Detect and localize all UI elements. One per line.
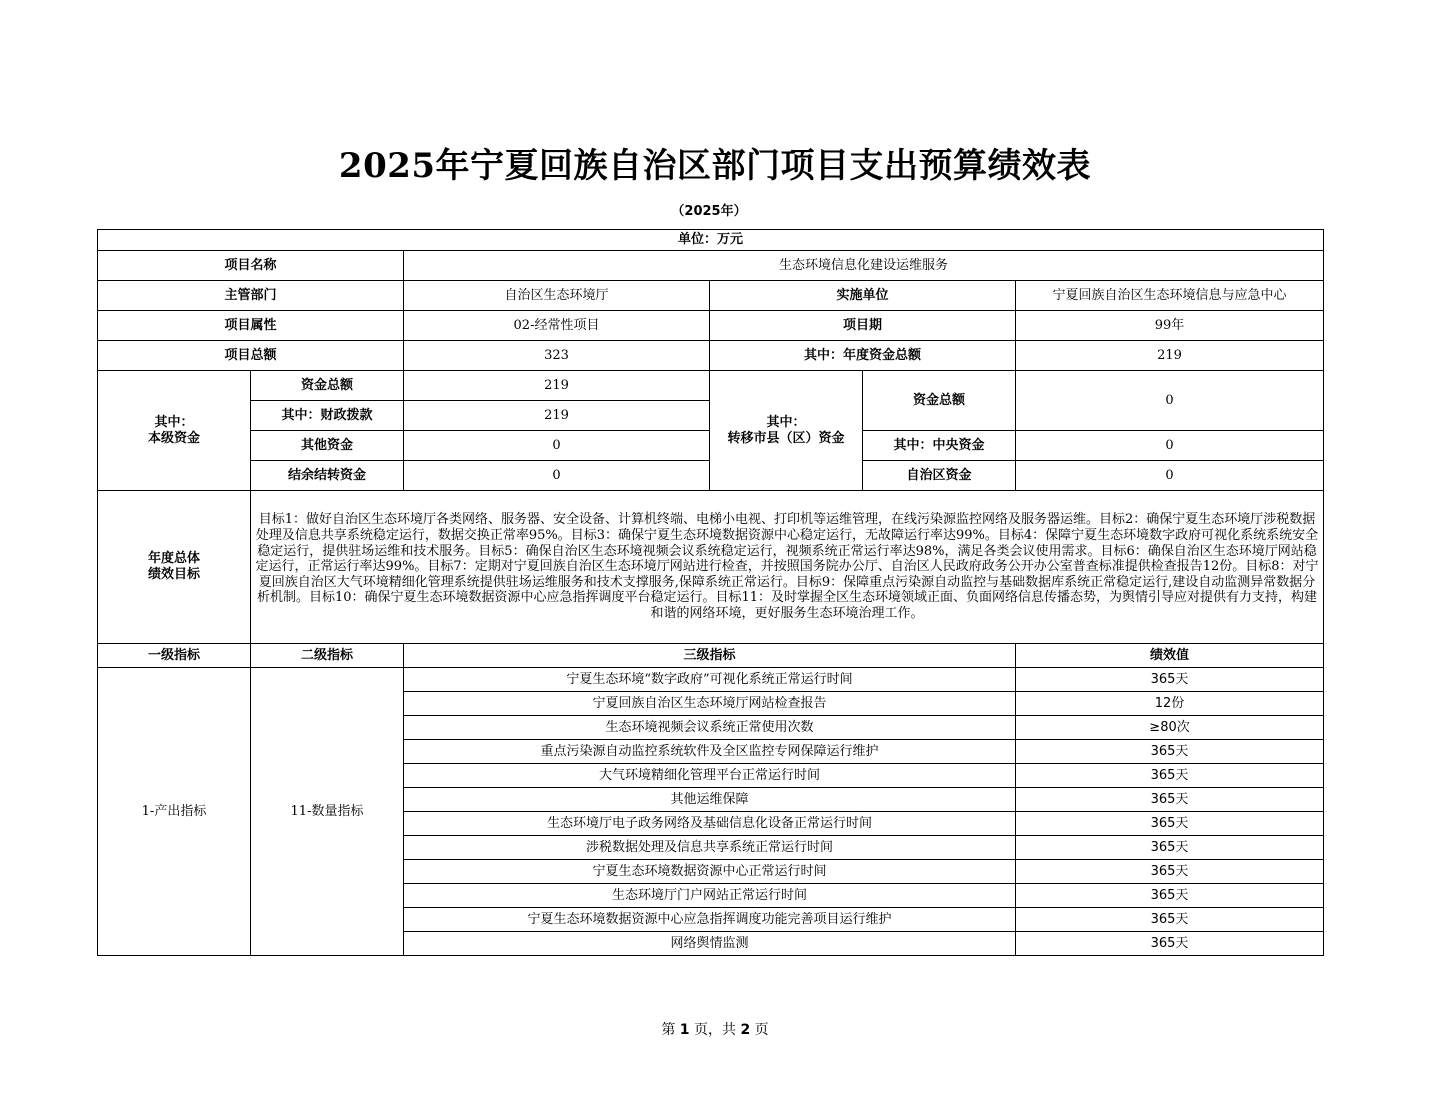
dept-label: 主管部门 [98, 281, 404, 311]
goal-label [98, 491, 251, 644]
footer-prefix: 第 [661, 1022, 676, 1038]
indicator-name: 生态环境厅电子政务网络及基础信息化设备正常运行时间 [404, 812, 1016, 836]
indicator-name: 其他运维保障 [404, 788, 1016, 812]
transfer-central-label: 其中：中央资金 [863, 431, 1016, 461]
indicator-value: 365天 [1016, 764, 1324, 788]
indicator-value: 365天 [1016, 932, 1324, 956]
indicator-name: 宁夏生态环境数据资源中心正常运行时间 [404, 860, 1016, 884]
header-level1: 一级指标 [98, 644, 251, 668]
indicator-name: 生态环境视频会议系统正常使用次数 [404, 716, 1016, 740]
indicator-value: 365天 [1016, 668, 1324, 692]
total-label: 项目总额 [98, 341, 404, 371]
project-name-value: 生态环境信息化建设运维服务 [404, 251, 1324, 281]
indicator-value: 365天 [1016, 836, 1324, 860]
dept-value: 自治区生态环境厅 [404, 281, 710, 311]
footer-middle: 页，共 [694, 1022, 736, 1038]
local-carry-label: 结余结转资金 [251, 461, 404, 491]
goal-label-2: 绩效目标 [147, 567, 200, 582]
local-funds-label-2: 本级资金 [147, 430, 200, 446]
project-name-label: 项目名称 [98, 251, 404, 281]
period-label: 项目期 [710, 311, 1016, 341]
local-total-value: 219 [404, 371, 710, 401]
indicator-name: 网络舆情监测 [404, 932, 1016, 956]
footer-page-number: 1 [679, 1022, 690, 1038]
annual-value: 219 [1016, 341, 1324, 371]
indicator-level1: 1-产出指标 [98, 668, 251, 956]
impl-label: 实施单位 [710, 281, 1016, 311]
indicator-name: 涉税数据处理及信息共享系统正常运行时间 [404, 836, 1016, 860]
transfer-central-value: 0 [1016, 431, 1324, 461]
transfer-region-label: 自治区资金 [863, 461, 1016, 491]
indicator-name: 生态环境厅门户网站正常运行时间 [404, 884, 1016, 908]
transfer-region-value: 0 [1016, 461, 1324, 491]
attr-value: 02-经常性项目 [404, 311, 710, 341]
local-funds-label-1: 其中： [154, 414, 194, 430]
indicator-name: 宁夏生态环境数据资源中心应急指挥调度功能完善项目运行维护 [404, 908, 1016, 932]
indicator-value: 365天 [1016, 884, 1324, 908]
transfer-funds-group [710, 371, 863, 491]
local-fiscal-label: 其中：财政拨款 [251, 401, 404, 431]
unit-label: 单位：万元 [98, 230, 1324, 251]
indicator-value: 365天 [1016, 860, 1324, 884]
goal-text: 目标1：做好自治区生态环境厅各类网络、服务器、安全设备、计算机终端、电梯小电视、打印机等运维管理，在线污染源监控网络及服务器运维。目标2：确保宁夏生态环境厅涉税数据处理及信息共享系统稳定运行，数据交换正常率95%。目标3：确保宁夏生态环境数据资源中心稳定运行，无故障运行率达99%。目标4：保障宁夏生态环境数字政府可视化系统系统安全稳定运行，提供驻场运维和技术服务。目标5：确保自治区生态环境视频会议系统稳定运行，视频系统正常运行率达98%，满足各类会议使用需求。目标6：确保自治区生态环境厅网站稳定运行，正常运行率达99%。目标7：定期对宁夏回族自治区生态环境厅网站进行检查，并按照国务院办公厅、自治区人民政府政务公开办公室普查标准提供检查报告12份。目标8：对宁夏回族自治区大气环境精细化管理系统提供驻场运维服务和技术支撑服务,保障系统正常运行。目标9：保障重点污染源自动监控与基础数据库系统正常稳定运行,建设自动监测异常数据分析机制。目标10：确保宁夏生态环境数据资源中心应急指挥调度平台稳定运行。目标11：及时掌握全区生态环境领域正面、负面网络信息传播态势，为舆情引导应对提供有力支持，构建和谐的网络环境，更好服务生态环境治理工作。 [251, 491, 1324, 644]
header-level3: 三级指标 [404, 644, 1016, 668]
budget-performance-table [97, 229, 1324, 956]
transfer-total-label: 资金总额 [863, 371, 1016, 431]
indicator-value: 365天 [1016, 908, 1324, 932]
goal-label-1: 年度总体 [147, 551, 200, 567]
total-value: 323 [404, 341, 710, 371]
indicator-value: 365天 [1016, 812, 1324, 836]
indicator-value: 12份 [1016, 692, 1324, 716]
indicator-value: 365天 [1016, 740, 1324, 764]
indicator-name: 宁夏生态环境“数字政府”可视化系统正常运行时间 [404, 668, 1016, 692]
period-value: 99年 [1016, 311, 1324, 341]
indicator-name: 宁夏回族自治区生态环境厅网站检查报告 [404, 692, 1016, 716]
annual-label: 其中：年度资金总额 [710, 341, 1016, 371]
local-other-label: 其他资金 [251, 431, 404, 461]
attr-label: 项目属性 [98, 311, 404, 341]
impl-value: 宁夏回族自治区生态环境信息与应急中心 [1016, 281, 1324, 311]
footer-suffix: 页 [754, 1022, 769, 1038]
local-funds-group [98, 371, 251, 491]
indicator-value: ≥80次 [1016, 716, 1324, 740]
local-total-label: 资金总额 [251, 371, 404, 401]
page-footer [0, 1019, 1430, 1039]
indicator-level2: 11-数量指标 [251, 668, 404, 956]
year-subtitle: （2025年） [671, 204, 747, 219]
indicator-name: 重点污染源自动监控系统软件及全区监控专网保障运行维护 [404, 740, 1016, 764]
local-other-value: 0 [404, 431, 710, 461]
transfer-funds-label-1: 其中： [766, 414, 806, 430]
page-title: 2025年宁夏回族自治区部门项目支出预算绩效表 [338, 146, 1092, 186]
transfer-funds-label-2: 转移市县（区）资金 [727, 430, 845, 446]
local-fiscal-value: 219 [404, 401, 710, 431]
indicator-name: 大气环境精细化管理平台正常运行时间 [404, 764, 1016, 788]
indicator-value: 365天 [1016, 788, 1324, 812]
transfer-total-value: 0 [1016, 371, 1324, 431]
local-carry-value: 0 [404, 461, 710, 491]
header-level2: 二级指标 [251, 644, 404, 668]
footer-page-total: 2 [740, 1022, 751, 1038]
header-value: 绩效值 [1016, 644, 1324, 668]
